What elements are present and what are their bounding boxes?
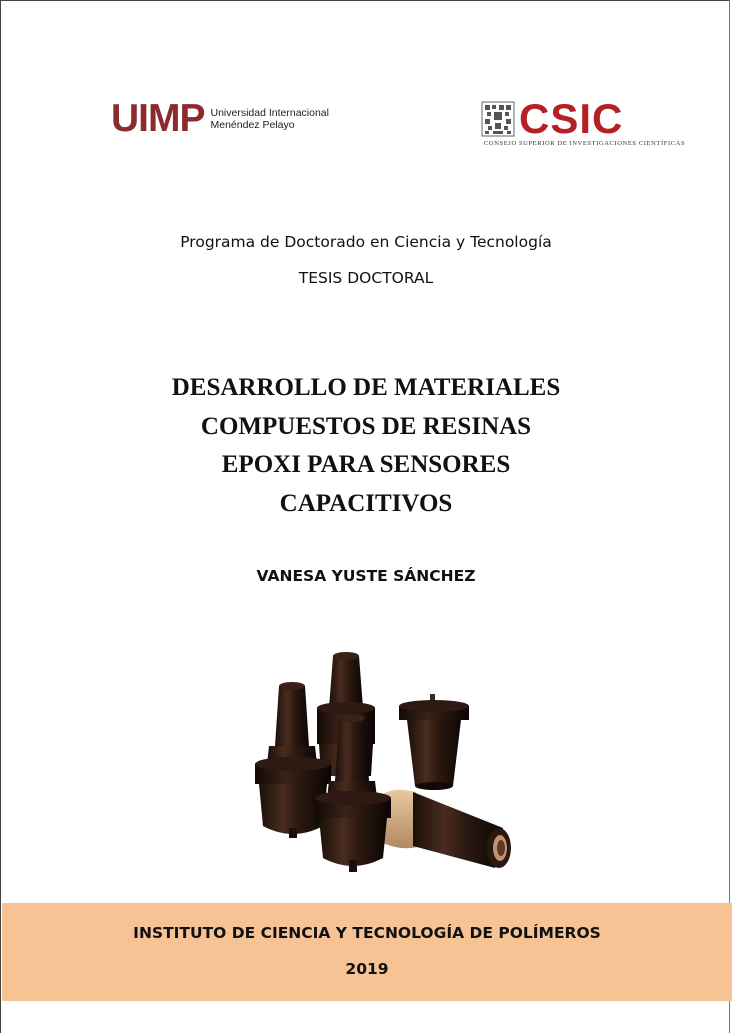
thesis-title xyxy=(1,369,731,523)
csic-logo xyxy=(481,95,686,151)
doctoral-program: Programa de Doctorado en Ciencia y Tecnología xyxy=(180,233,552,251)
institute-name: INSTITUTO DE CIENCIA Y TECNOLOGÍA DE POLÍMEROS xyxy=(133,924,601,942)
csic-logo-subtitle: CONSEJO SUPERIOR DE INVESTIGACIONES CIENTÍFICAS xyxy=(484,140,686,147)
thesis-title-line: CAPACITIVOS xyxy=(279,489,453,517)
thesis-title-line: EPOXI PARA SENSORES xyxy=(221,451,511,478)
year: 2019 xyxy=(345,960,389,978)
uimp-logo-mark: UIMP xyxy=(111,97,205,140)
uimp-logo-name xyxy=(211,107,329,131)
thesis-title-line: COMPUESTOS DE RESINAS xyxy=(200,412,532,440)
sensor-lying xyxy=(381,790,511,868)
thesis-title-line: DESARROLLO DE MATERIALES xyxy=(171,374,561,401)
sensor-cup xyxy=(399,694,469,790)
document-type: TESIS DOCTORAL xyxy=(298,269,434,287)
csic-emblem-icon xyxy=(481,101,515,137)
author-name: VANESA YUSTE SÁNCHEZ xyxy=(256,567,476,585)
uimp-logo-line2: Menéndez Pelayo xyxy=(210,119,295,131)
footer-band xyxy=(2,903,732,1001)
uimp-logo xyxy=(111,97,329,140)
sensor-components-image xyxy=(241,646,531,881)
uimp-logo-line1: Universidad Internacional xyxy=(210,107,329,119)
csic-logo-mark: CSIC xyxy=(519,95,624,142)
